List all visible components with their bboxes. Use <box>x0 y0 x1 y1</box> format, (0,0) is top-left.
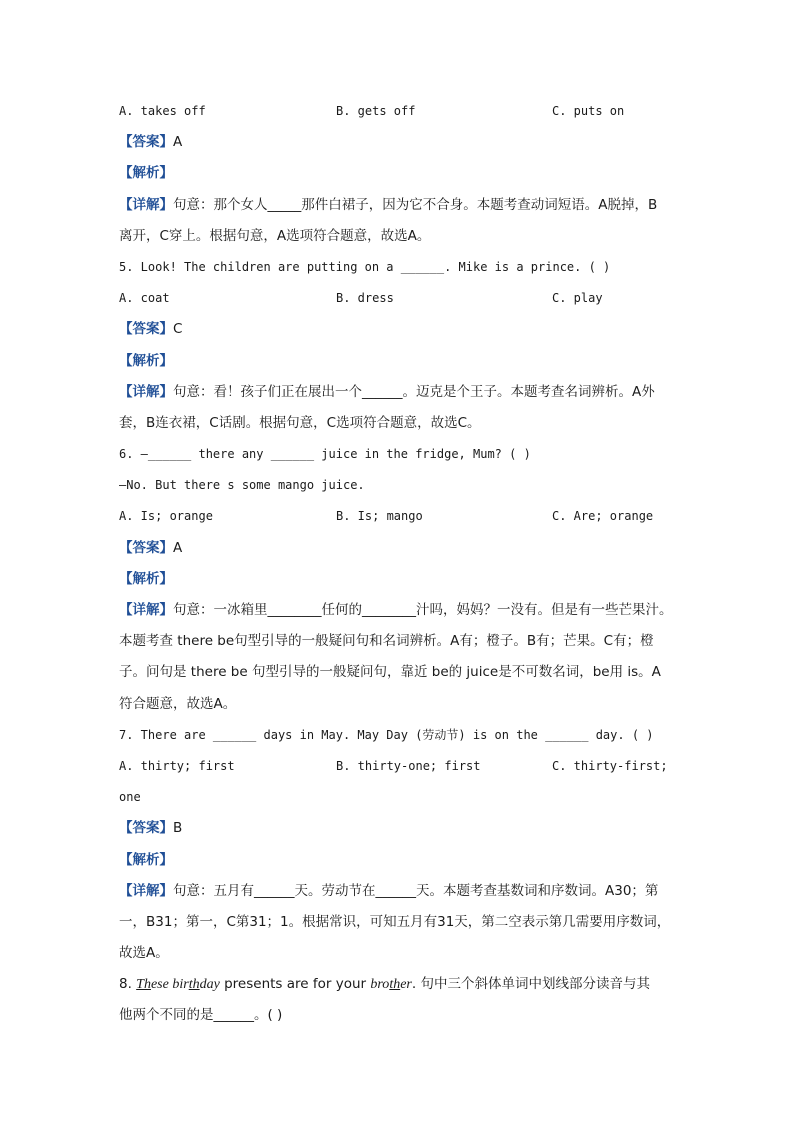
q4-option-a[interactable]: A. takes off <box>119 104 206 118</box>
q5-answer <box>119 314 679 345</box>
word-rest: ese <box>150 977 173 993</box>
detail-tag: 【详解】 <box>119 383 173 400</box>
q5-option-c[interactable]: C. play <box>552 291 603 306</box>
q4-option-c[interactable]: C. puts on <box>552 104 625 118</box>
q5-option-a[interactable]: A. coat <box>119 291 170 306</box>
q8-stem-2: 他两个不同的是______。( ) <box>119 1007 283 1024</box>
word-pre: bir <box>172 977 189 993</box>
q7-option-c-continued: one <box>119 790 141 805</box>
q6-detail-line-1 <box>119 595 679 626</box>
detail-tag: 【详解】 <box>119 196 173 213</box>
q8-mid-text: presents are for your <box>219 976 371 993</box>
answer-tag: 【答案】 <box>119 820 173 837</box>
q4-answer <box>119 127 679 158</box>
q7-option-b[interactable]: B. thirty-one; first <box>336 758 481 773</box>
q8-word-birthday <box>172 977 219 992</box>
q6-detail-line-3: 子。问句是 there be 句型引导的一般疑问句，靠近 be的 juice是不可数名词，be用 is。A <box>119 664 661 681</box>
q5-detail-line-2: 套，B连衣裙，C话剧。根据句意，C选项符合题意，故选C。 <box>119 414 481 431</box>
q4-detail-line-2: 离开，C穿上。根据句意，A选项符合题意，故选A。 <box>119 227 431 244</box>
detail-text: 句意：看！孩子们正在展出一个______。迈克是个王子。本题考查名词辨析。A外 <box>173 383 655 400</box>
q7-answer <box>119 813 679 844</box>
q4-analysis <box>119 158 679 189</box>
q7-detail-line-2: 一，B31；第一，C第31；1。根据常识，可知五月有31天，第二空表示第几需要用序数词， <box>119 913 671 930</box>
q6-detail-line-4: 符合题意，故选A。 <box>119 695 237 712</box>
q6-stem-2: —No. But there s some mango juice. <box>119 478 365 493</box>
analysis-tag: 【解析】 <box>119 165 173 182</box>
underlined-part: Th <box>136 977 151 993</box>
q8-number: 8. <box>119 976 137 993</box>
answer-tag: 【答案】 <box>119 134 173 151</box>
q7-analysis <box>119 845 679 876</box>
q7-detail-line-1 <box>119 876 679 907</box>
analysis-tag: 【解析】 <box>119 851 173 868</box>
q6-stem-1: 6. —______ there any ______ juice in the fridge, Mum? ( ) <box>119 447 531 462</box>
document-page <box>119 96 679 1032</box>
q4-option-b[interactable]: B. gets off <box>336 104 416 118</box>
q8-stem-1 <box>119 969 679 1000</box>
answer-value: C <box>173 321 183 338</box>
q7-options <box>119 751 679 782</box>
q6-option-c[interactable]: C. Are; orange <box>552 509 654 524</box>
answer-value: A <box>173 539 183 556</box>
q4-detail-line-1 <box>119 190 679 221</box>
word-pre: bro <box>370 977 390 993</box>
q6-detail-line-2: 本题考查 there be句型引导的一般疑问句和名词辨析。A有；橙子。B有；芒果。C有；橙 <box>119 633 654 650</box>
q6-answer <box>119 533 679 564</box>
detail-tag: 【详解】 <box>119 602 173 618</box>
q7-stem: 7. There are ______ days in May. May Day (劳动节) is on the ______ day. ( ) <box>119 727 654 742</box>
word-rest: day <box>199 977 220 993</box>
q6-options <box>119 501 679 532</box>
q7-option-a[interactable]: A. thirty; first <box>119 758 235 773</box>
q8-tail-text: . 句中三个斜体单词中划线部分读音与其 <box>411 976 650 993</box>
answer-value: B <box>173 820 183 837</box>
q5-analysis <box>119 346 679 377</box>
answer-tag: 【答案】 <box>119 321 173 338</box>
underlined-part: th <box>188 977 200 993</box>
detail-text: 句意：五月有______天。劳动节在______天。本题考查基数词和序数词。A30；第 <box>173 882 659 899</box>
analysis-tag: 【解析】 <box>119 570 173 587</box>
answer-tag: 【答案】 <box>119 539 173 556</box>
detail-text: 句意：那个女人_____那件白裙子，因为它不合身。本题考查动词短语。A脱掉，B <box>173 196 658 213</box>
q5-stem: 5. Look! The children are putting on a ______. Mike is a prince. ( ) <box>119 259 611 274</box>
answer-value: A <box>173 134 183 151</box>
q8-word-brother <box>370 977 412 992</box>
q5-option-b[interactable]: B. dress <box>336 291 394 306</box>
q5-options <box>119 283 679 314</box>
q7-option-c[interactable]: C. thirty-first; <box>552 758 668 773</box>
detail-tag: 【详解】 <box>119 882 173 899</box>
q5-detail-line-1 <box>119 377 679 408</box>
q8-word-these <box>136 977 172 992</box>
analysis-tag: 【解析】 <box>119 352 173 369</box>
word-rest: er <box>400 977 412 993</box>
underlined-part: th <box>389 977 401 993</box>
q6-option-b[interactable]: B. Is; mango <box>336 509 423 524</box>
q7-detail-line-3: 故选A。 <box>119 945 169 962</box>
q6-analysis <box>119 564 679 595</box>
q6-option-a[interactable]: A. Is; orange <box>119 509 213 524</box>
detail-text: 句意：一冰箱里________任何的________汁吗，妈妈？一没有。但是有一些芒果汁。 <box>173 602 673 618</box>
q4-options <box>119 96 679 127</box>
